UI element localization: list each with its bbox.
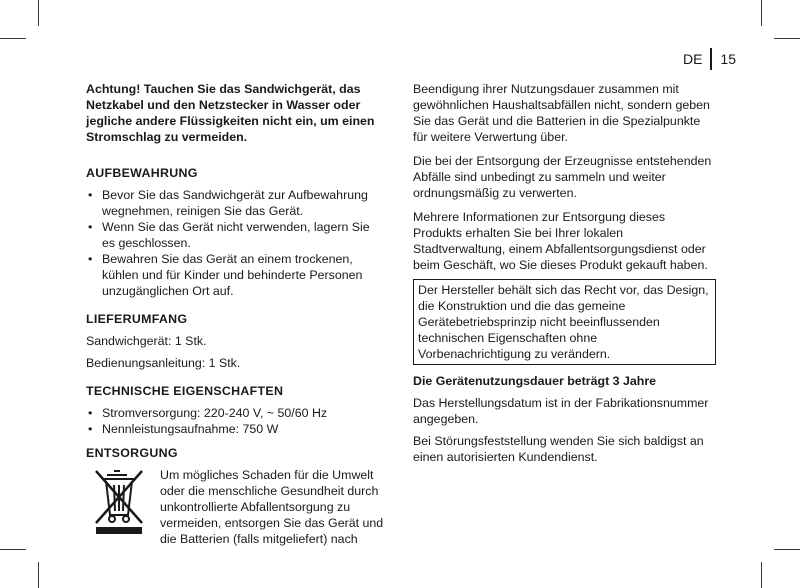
crossed-out-wheelie-bin-icon bbox=[92, 467, 148, 535]
list-item: • Nennleistungsaufnahme: 750 W bbox=[86, 421, 386, 437]
paragraph: Mehrere Informationen zur Entsorgung dieses Produkts erhalten Sie bei Ihrer lokalen Stadtverwaltung, einem Abfallentsorgungsdienst oder beim Geschäft, wo Sie dieses Produkt gekauft haben. bbox=[413, 210, 708, 272]
delivery-item: Bedienungsanleitung: 1 Stk. bbox=[86, 356, 241, 370]
page-number: 15 bbox=[720, 51, 736, 67]
crop-mark bbox=[0, 549, 26, 550]
entsorgung-text: Um mögliches Schaden für die Umwelt oder die menschliche Gesundheit durch unkontrollierte Abfallentsorgung zu vermeiden, entsorgen Sie das Gerät und die Batterien (falls mitgeliefert) nach bbox=[160, 468, 384, 546]
crop-mark bbox=[38, 0, 39, 26]
paragraph: Beendigung ihrer Nutzungsdauer zusammen mit gewöhnlichen Haushaltsabfällen nicht, sondern geben Sie das Gerät und die Batterien in die Spezialpunkte für weitere Verwertung über. bbox=[413, 82, 710, 144]
list-item: • Bevor Sie das Sandwichgerät zur Aufbewahrung wegnehmen, reinigen Sie das Gerät. bbox=[86, 187, 386, 219]
crop-mark bbox=[0, 38, 26, 39]
delivery-item: Sandwichgerät: 1 Stk. bbox=[86, 334, 207, 348]
list-item: • Bewahren Sie das Gerät an einem trockenen, kühlen und für Kinder und behinderte Personen unzugänglichen Ort auf. bbox=[86, 251, 386, 299]
right-column bbox=[413, 81, 716, 471]
aufbewahrung-list bbox=[86, 187, 386, 299]
paragraph: Die bei der Entsorgung der Erzeugnisse entstehenden Abfälle sind unbedingt zu sammeln und weiter ordnungsmäßig zu verwerten. bbox=[413, 154, 712, 200]
page-header bbox=[683, 48, 736, 70]
lifetime-title: Die Gerätenutzungsdauer beträgt 3 Jahre bbox=[413, 374, 657, 388]
crop-mark bbox=[774, 38, 800, 39]
crop-mark bbox=[38, 562, 39, 588]
section-title-technische: TECHNISCHE EIGENSCHAFTEN bbox=[86, 384, 284, 398]
paragraph: Das Herstellungsdatum ist in der Fabrikationsnummer angegeben. bbox=[413, 396, 709, 426]
paragraph: Bei Störungsfeststellung wenden Sie sich baldigst an einen autorisierten Kundendienst. bbox=[413, 434, 704, 464]
header-divider bbox=[710, 48, 712, 70]
entsorgung-block bbox=[86, 467, 386, 547]
crop-mark bbox=[761, 562, 762, 588]
section-title-lieferumfang: LIEFERUMFANG bbox=[86, 312, 188, 326]
left-column bbox=[86, 81, 386, 547]
section-title-entsorgung: ENTSORGUNG bbox=[86, 446, 178, 460]
list-item: • Wenn Sie das Gerät nicht verwenden, lagern Sie es geschlossen. bbox=[86, 219, 386, 251]
manufacturer-notice-box: Der Hersteller behält sich das Recht vor, das Design, die Konstruktion und die das gemeine Gerätebetriebsprinzip nicht beeinflussenden technischen Eigenschaften ohne Vorbenachrichtigung zu verändern. bbox=[413, 279, 716, 365]
language-code: DE bbox=[682, 51, 703, 67]
technische-list bbox=[86, 405, 386, 437]
crop-mark bbox=[761, 0, 762, 26]
list-item: • Stromversorgung: 220-240 V, ~ 50/60 Hz bbox=[86, 405, 386, 421]
section-title-aufbewahrung: AUFBEWAHRUNG bbox=[86, 166, 198, 180]
crop-mark bbox=[774, 549, 800, 550]
safety-warning: Achtung! Tauchen Sie das Sandwichgerät, das Netzkabel und den Netzstecker in Wasser oder jegliche andere Flüssigkeiten nicht ein, um einen Stromschlag zu vermeiden. bbox=[86, 82, 375, 144]
